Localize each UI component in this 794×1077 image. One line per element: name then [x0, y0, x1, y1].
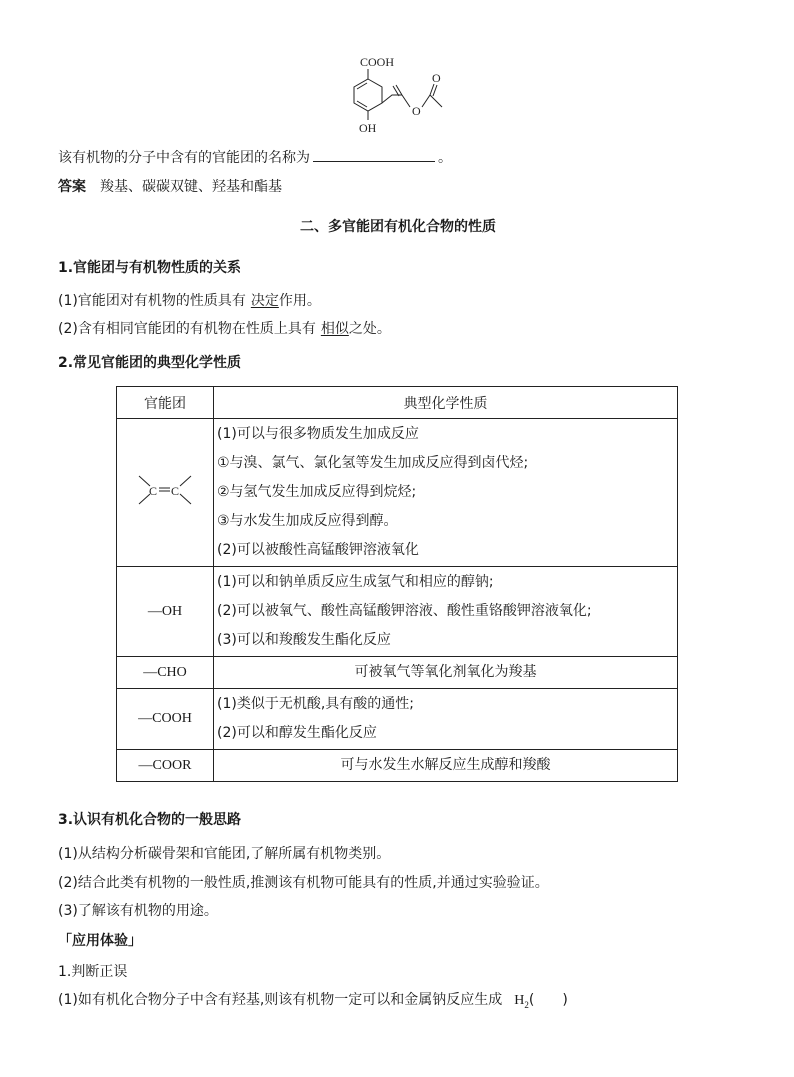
underlined-word: 决定 — [250, 293, 279, 309]
answer-text: 羧基、碳碳双键、羟基和酯基 — [100, 179, 282, 195]
property-line: ③与水发生加成反应得到醇。 — [217, 513, 398, 529]
property-line: (1)类似于无机酸,具有酸的通性; — [217, 696, 414, 712]
bond — [433, 85, 437, 96]
application-subheading: 1.判断正误 — [58, 964, 128, 980]
question-text: (1)如有机化合物分子中含有羟基,则该有机物一定可以和金属钠反应生成 — [58, 992, 503, 1008]
part3-item: (3)了解该有机物的用途。 — [58, 903, 218, 919]
ring — [354, 79, 382, 111]
table-cell-group: —COOR — [117, 750, 214, 782]
table-row — [117, 657, 678, 689]
property-line: ①与溴、氯气、氯化氢等发生加成反应得到卤代烃; — [217, 455, 529, 471]
question-end: 。 — [438, 150, 452, 166]
answer-line — [58, 178, 282, 196]
table-row — [117, 750, 678, 782]
svg-text:C: C — [171, 484, 180, 498]
table-row — [117, 567, 678, 657]
application-label — [58, 932, 142, 950]
part3-item: (1)从结构分析碳骨架和官能团,了解所属有机物类别。 — [58, 846, 391, 862]
part1-item1 — [58, 292, 321, 310]
property-line: ②与氢气发生加成反应得到烷烃; — [217, 484, 417, 500]
formula-element: H — [514, 993, 525, 1008]
part1-heading: 1.官能团与有机物性质的关系 — [58, 260, 242, 276]
item-text: (1)官能团对有机物的性质具有 — [58, 293, 246, 309]
bond — [430, 84, 434, 95]
table-header-cell: 官能团 — [117, 387, 214, 419]
item-text: 作用。 — [278, 293, 321, 309]
table-cell-group — [117, 419, 214, 567]
property-line: (1)可以和钠单质反应生成氢气和相应的醇钠; — [217, 574, 494, 590]
part1-item2 — [58, 320, 391, 338]
alkene-group-icon — [135, 470, 195, 510]
table-cell-group: —CHO — [117, 657, 214, 689]
property-line: (2)可以和醇发生酯化反应 — [217, 725, 377, 741]
table-row — [117, 689, 678, 750]
structure-o-label: O — [432, 71, 441, 85]
part2-heading: 2.常见官能团的典型化学性质 — [58, 355, 242, 371]
formula-subscript: 2 — [524, 999, 529, 1010]
table-cell-properties — [214, 689, 678, 750]
table-cell-properties — [214, 567, 678, 657]
formula — [514, 993, 529, 1008]
part3-item: (2)结合此类有机物的一般性质,推测该有机物可能具有的性质,并通过实验验证。 — [58, 875, 549, 891]
section-title: 二、多官能团有机化合物的性质 — [300, 219, 496, 235]
item-text: 之处。 — [348, 321, 391, 337]
table-header-row — [117, 387, 678, 419]
bond — [402, 95, 410, 107]
question-text: 该有机物的分子中含有的官能团的名称为 — [58, 150, 310, 166]
table-cell-group: —OH — [117, 567, 214, 657]
table-cell-group: —COOH — [117, 689, 214, 750]
bond — [396, 85, 402, 95]
table-cell-properties — [214, 419, 678, 567]
svg-text:C: C — [149, 484, 158, 498]
property-line: (3)可以和羧酸发生酯化反应 — [217, 632, 391, 648]
item-text: (2)含有相同官能团的有机物在性质上具有 — [58, 321, 316, 337]
bond — [422, 95, 430, 107]
structure-o-label: O — [412, 104, 421, 118]
side-chain — [382, 95, 402, 103]
property-line: (2)可以被氧气、酸性高锰酸钾溶液、酸性重铬酸钾溶液氧化; — [217, 603, 592, 619]
answer-paren[interactable]: ( ) — [528, 992, 568, 1008]
table-cell-properties: 可被氧气等氧化剂氧化为羧基 — [214, 657, 678, 689]
bracket-open-icon: 「 — [58, 933, 72, 949]
structure-cooh-label: COOH — [360, 55, 395, 69]
part3-heading: 3.认识有机化合物的一般思路 — [58, 812, 242, 828]
structure-diagram — [330, 52, 470, 136]
application-question-1 — [58, 991, 568, 1014]
answer-label: 答案 — [58, 179, 86, 195]
structure-oh-label: OH — [359, 121, 377, 135]
functional-group-table — [116, 386, 678, 782]
property-line: (1)可以与很多物质发生加成反应 — [217, 426, 419, 442]
table-row — [117, 419, 678, 567]
bond — [430, 95, 442, 107]
answer-blank[interactable] — [313, 146, 435, 162]
application-label-text: 应用体验 — [72, 933, 128, 949]
underlined-word: 相似 — [320, 321, 349, 337]
bracket-close-icon: 」 — [128, 933, 142, 949]
table-cell-properties: 可与水发生水解反应生成醇和羧酸 — [214, 750, 678, 782]
property-line: (2)可以被酸性高锰酸钾溶液氧化 — [217, 542, 419, 558]
table-header-cell: 典型化学性质 — [214, 387, 678, 419]
question-line — [58, 146, 452, 167]
